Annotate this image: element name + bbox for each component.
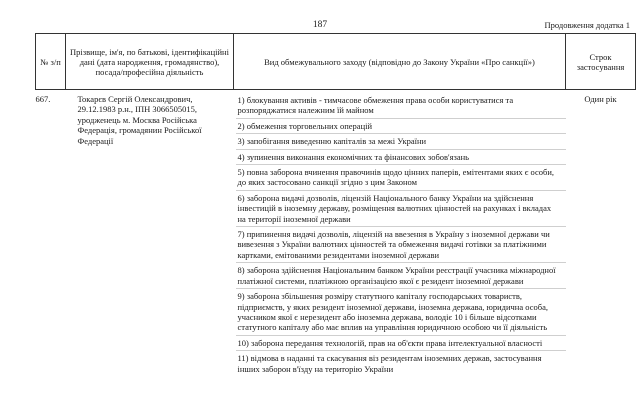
measure-item: 11) відмова в наданні та скасування віз резидентам іноземних держав, застосування інших заборон в'їзду на територію України <box>237 353 542 374</box>
person-details: Токарєв Сергій Олександрович, 29.12.1983 р.н., ІПН 3066505015, уродженець м. Москва Російська Федерація, громадянин Російської Федерації <box>77 94 202 146</box>
header-term: Строк застосування <box>566 34 636 90</box>
header-person: Прізвище, ім'я, по батькові, ідентифікаційні дані (дата народження, громадянство), посада/професійна діяльність <box>66 34 234 90</box>
measures-list <box>234 90 566 376</box>
measure-item: 7) припинення видачі дозволів, ліцензій на ввезення в Україну з іноземної держави чи вивезення з України валютних цінностей та обмеження видачі готівки за платіжними картками, емітованими резидентами іноземної держави <box>236 227 566 263</box>
measure-item: 8) заборона здійснення Національним банком України реєстрації учасника міжнародної платіжної системи, платіжною організацією якої є резидент іноземної держави <box>236 263 566 289</box>
measure-item: 6) заборона видачі дозволів, ліцензій Національного банку України на здійснення інвестицій в іноземну державу, розміщення валютних цінностей на рахунках і вкладах на території іноземної держави <box>236 191 566 227</box>
measure-item: 9) заборона збільшення розміру статутного капіталу господарських товариств, підприємств, у яких резидент іноземної держави, іноземна держава, юридична особа, учасником якої є нерезидент або іноземна держава, володіє 10 і більше відсотками статутного капіталу або має вплив на управління юридичною особою чи її діяльність <box>236 289 566 336</box>
measure-item: 5) повна заборона вчинення правочинів щодо цінних паперів, емітентами яких є особи, до яких застосовано санкції згідно з цим Законом <box>236 165 566 191</box>
table-row <box>36 90 636 376</box>
page-number: 187 <box>312 20 328 30</box>
measure-item: 2) обмеження торговельних операцій <box>236 119 566 134</box>
measure-item: 1) блокування активів - тимчасове обмеження права особи користуватися та розпоряджатися належним їй майном <box>236 93 566 119</box>
measure-item: 10) заборона передання технологій, прав на об'єкти права інтелектуальної власності <box>236 336 566 351</box>
continuation-label: Продовження додатка 1 <box>544 20 630 30</box>
row-number: 667. <box>35 94 51 104</box>
header-measure: Вид обмежувального заходу (відповідно до Закону України «Про санкції») <box>234 34 566 90</box>
measure-item: 3) запобігання виведенню капіталів за межі України <box>236 134 566 149</box>
term-value: Один рік <box>584 94 617 104</box>
header-number: № з/п <box>36 34 66 90</box>
measure-item: 4) зупинення виконання економічних та фінансових зобов'язань <box>236 150 566 165</box>
sanctions-table <box>35 33 636 376</box>
table-header-row <box>36 34 636 90</box>
